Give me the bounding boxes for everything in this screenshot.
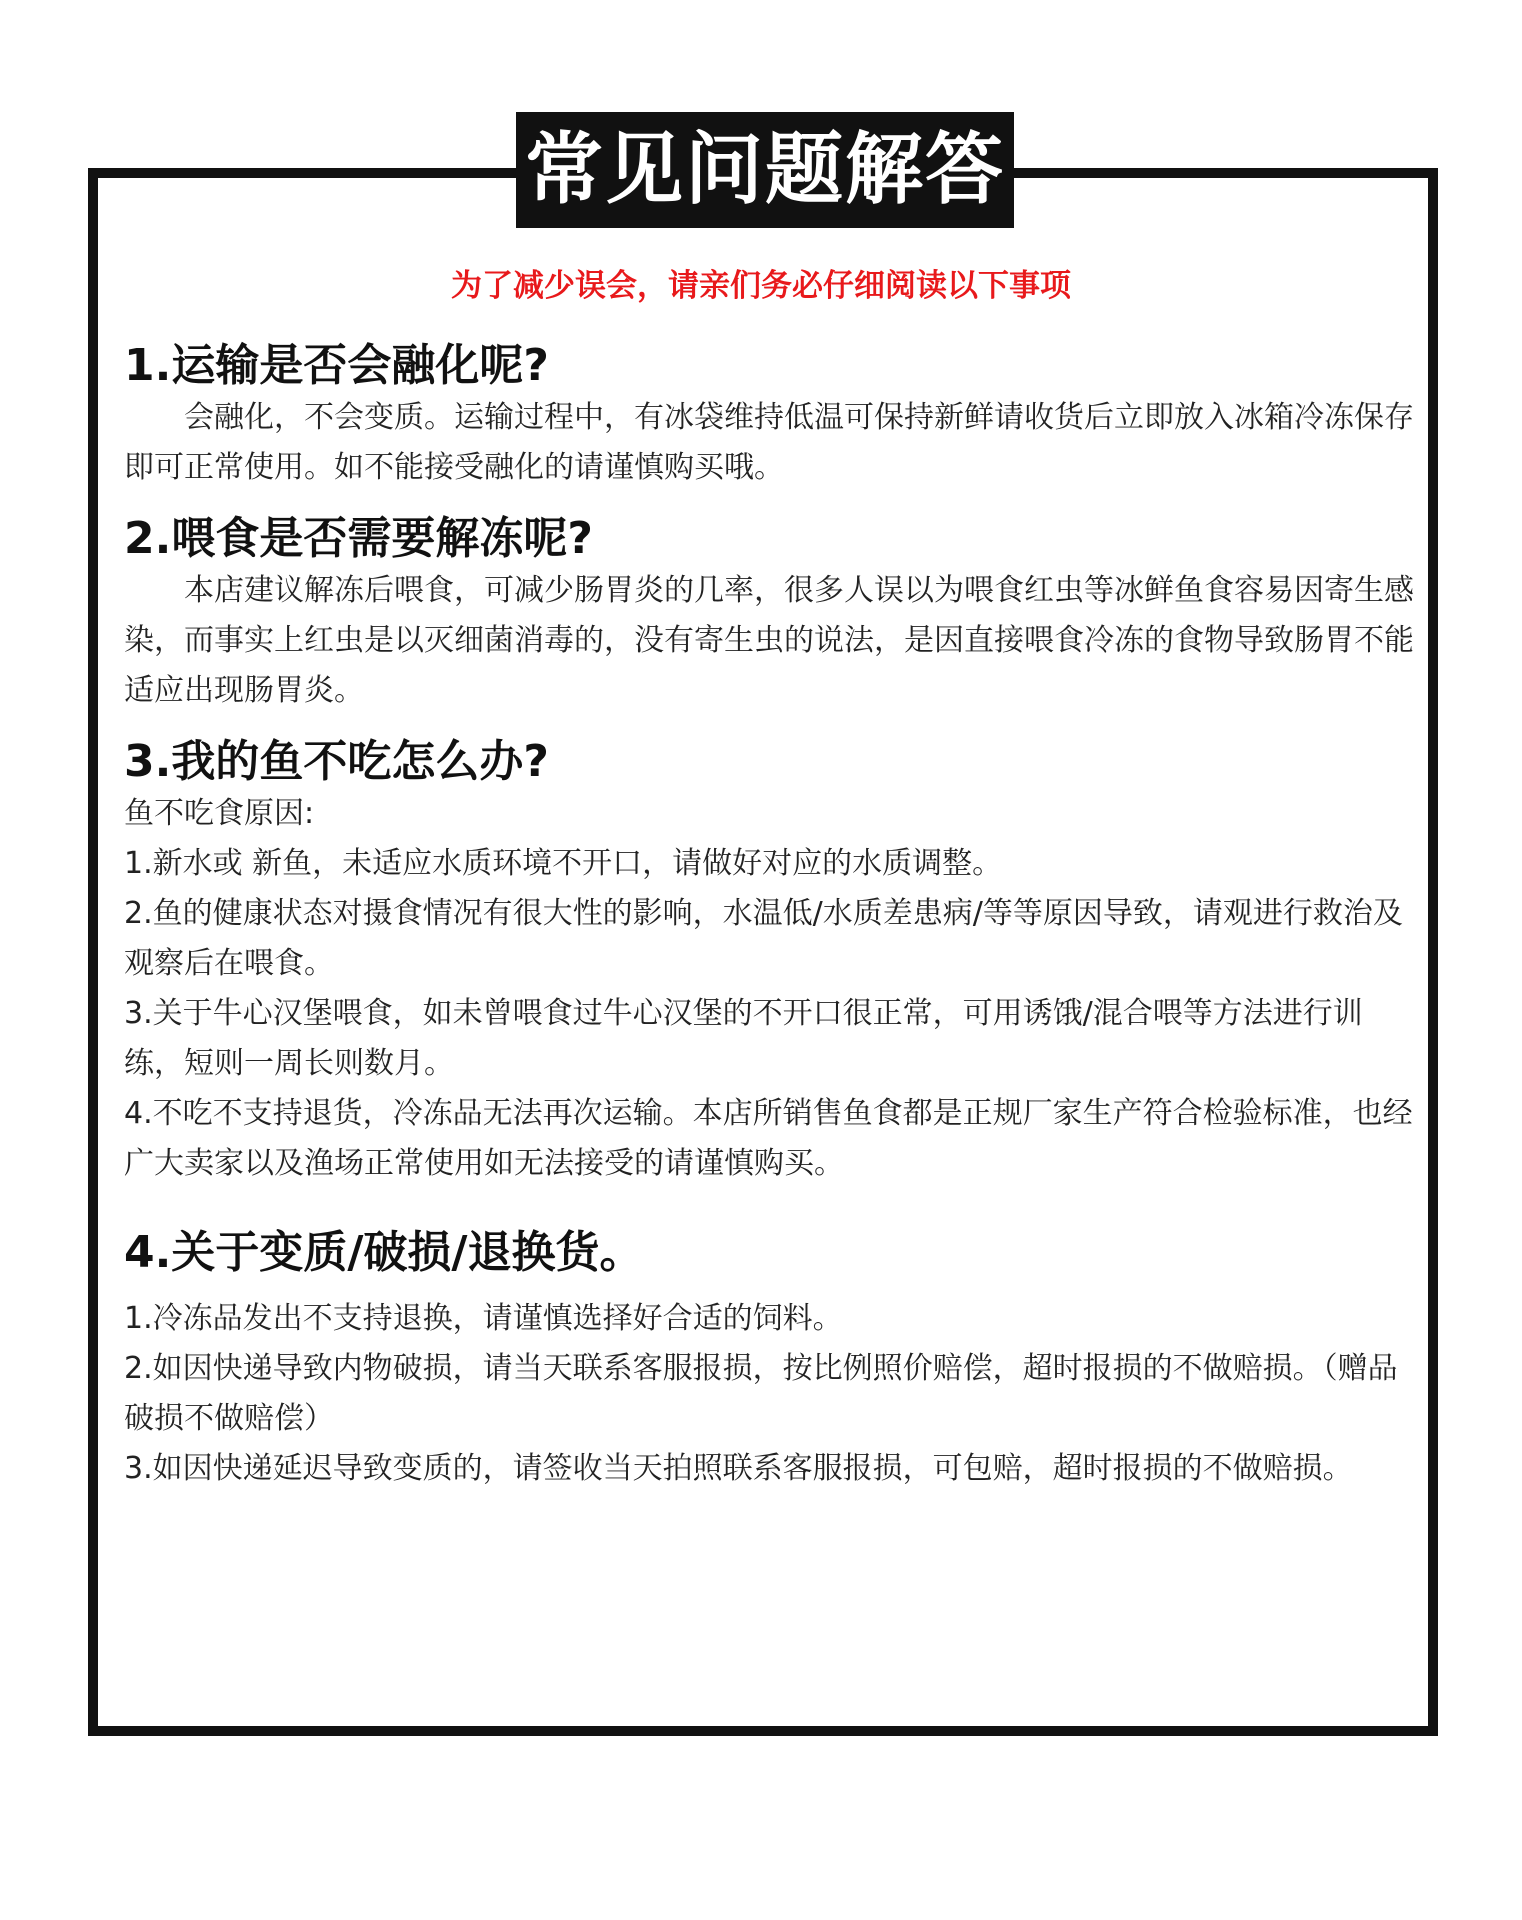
answer-item: 2.如因快递导致内物破损，请当天联系客服报损，按比例照价赔偿，超时报损的不做赔损。（赠品破损不做赔偿） — [124, 1351, 1398, 1436]
answer-item: 2.鱼的健康状态对摄食情况有很大性的影响，水温低/水质差患病/等等原因导致，请观进行救治及观察后在喂食。 — [124, 896, 1403, 981]
answer-item: 1.新水或 新鱼，未适应水质环境不开口，请做好对应的水质调整。 — [124, 846, 1003, 881]
page-title: 常见问题解答 — [524, 125, 1005, 215]
question-heading: 4.关于变质/破损/退换货。 — [124, 1227, 644, 1278]
question-heading: 2.喂食是否需要解冻呢? — [124, 513, 593, 564]
answer-item: 3.如因快递延迟导致变质的，请签收当天拍照联系客服报损，可包赔，超时报损的不做赔损。 — [124, 1451, 1353, 1486]
answer-item: 4.不吃不支持退货，冷冻品无法再次运输。本店所销售鱼食都是正规厂家生产符合检验标准，也经广大卖家以及渔场正常使用如无法接受的请谨慎购买。 — [124, 1096, 1413, 1181]
question-heading: 1.运输是否会融化呢? — [124, 340, 549, 391]
answer-item: 3.关于牛心汉堡喂食，如未曾喂食过牛心汉堡的不开口很正常，可用诱饿/混合喂等方法进行训练，短则一周长则数月。 — [124, 996, 1363, 1081]
notice-text: 为了减少误会，请亲们务必仔细阅读以下事项 — [451, 268, 1071, 304]
answer-intro: 鱼不吃食原因: — [124, 796, 315, 831]
faq-section-4 — [124, 1225, 1414, 1494]
faq-content — [124, 338, 1414, 1512]
faq-section-3 — [124, 734, 1414, 1189]
title-banner — [516, 112, 1014, 228]
answer-paragraph: 本店建议解冻后喂食，可减少肠胃炎的几率，很多人误以为喂食红虫等冰鲜鱼食容易因寄生感染，而事实上红虫是以灭细菌消毒的，没有寄生虫的说法，是因直接喂食冷冻的食物导致肠胃不能适应出现肠胃炎。 — [124, 573, 1414, 708]
faq-section-2 — [124, 511, 1414, 716]
question-heading: 3.我的鱼不吃怎么办? — [124, 736, 549, 787]
answer-paragraph: 会融化，不会变质。运输过程中，有冰袋维持低温可保持新鲜请收货后立即放入冰箱冷冻保存即可正常使用。如不能接受融化的请谨慎购买哦。 — [124, 400, 1414, 485]
faq-section-1 — [124, 338, 1414, 493]
answer-item: 1.冷冻品发出不支持退换，请谨慎选择好合适的饲料。 — [124, 1301, 843, 1336]
